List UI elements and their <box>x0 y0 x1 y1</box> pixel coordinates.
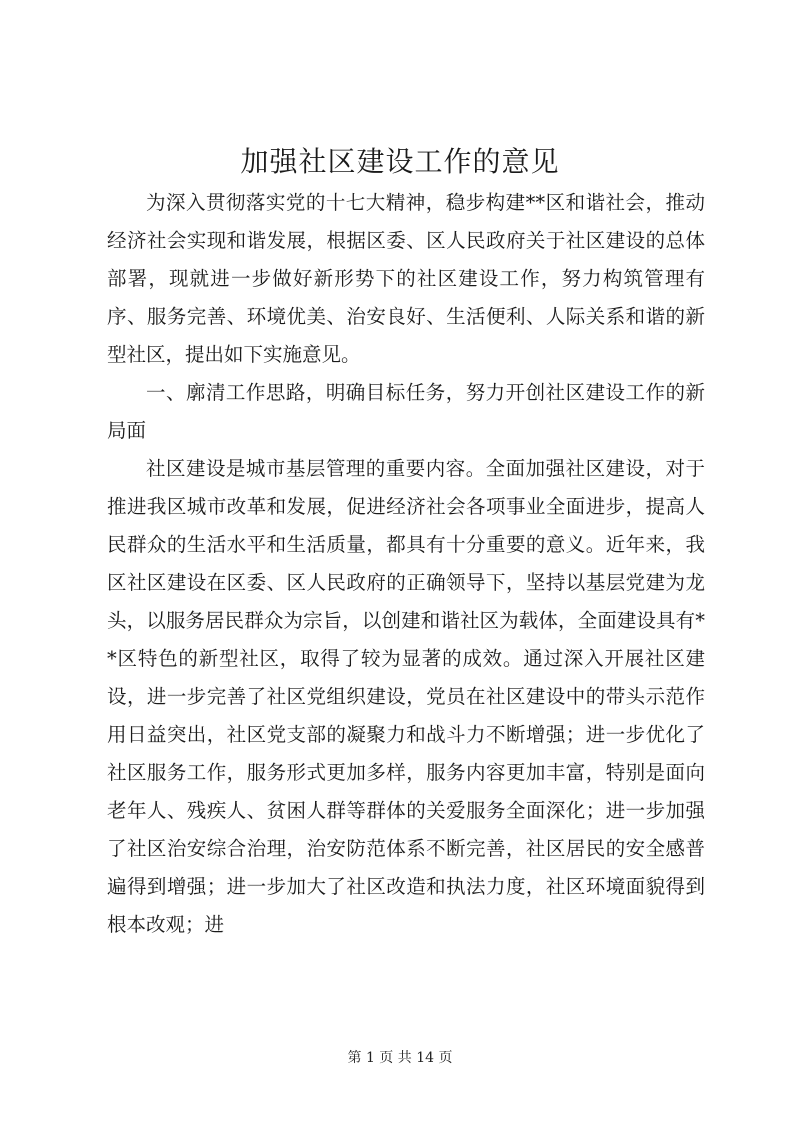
document-title: 加强社区建设工作的意见 <box>240 145 560 178</box>
section-heading-1: 一、廓清工作思路，明确目标任务，努力开创社区建设工作的新局面 <box>107 381 705 442</box>
page-footer: 第 1 页 共 14 页 <box>347 1050 453 1066</box>
document-body <box>107 184 705 944</box>
paragraph-intro: 为深入贯彻落实党的十七大精神，稳步构建**区和谐社会，推动经济社会实现和谐发展，根据区委、区人民政府关于社区建设的总体部署，现就进一步做好新形势下的社区建设工作，努力构筑管理有序、服务完善、环境优美、治安良好、生活便利、人际关系和谐的新型社区，提出如下实施意见。 <box>107 191 705 366</box>
paragraph-section-1: 社区建设是城市基层管理的重要内容。全面加强社区建设，对于推进我区城市改革和发展，促进经济社会各项事业全面进步，提高人民群众的生活水平和生活质量，都具有十分重要的意义。近年来，我区社区建设在区委、区人民政府的正确领导下，坚持以基层党建为龙头，以服务居民群众为宗旨，以创建和谐社区为载体，全面建设具有**区特色的新型社区，取得了较为显著的成效。通过深入开展社区建设，进一步完善了社区党组织建设，党员在社区建设中的带头示范作用日益突出，社区党支部的凝聚力和战斗力不断增强；进一步优化了社区服务工作，服务形式更加多样，服务内容更加丰富，特别是面向老年人、残疾人、贫困人群等群体的关爱服务全面深化；进一步加强了社区治安综合治理，治安防范体系不断完善，社区居民的安全感普遍得到增强；进一步加大了社区改造和执法力度，社区环境面貌得到根本改观；进 <box>107 457 705 936</box>
